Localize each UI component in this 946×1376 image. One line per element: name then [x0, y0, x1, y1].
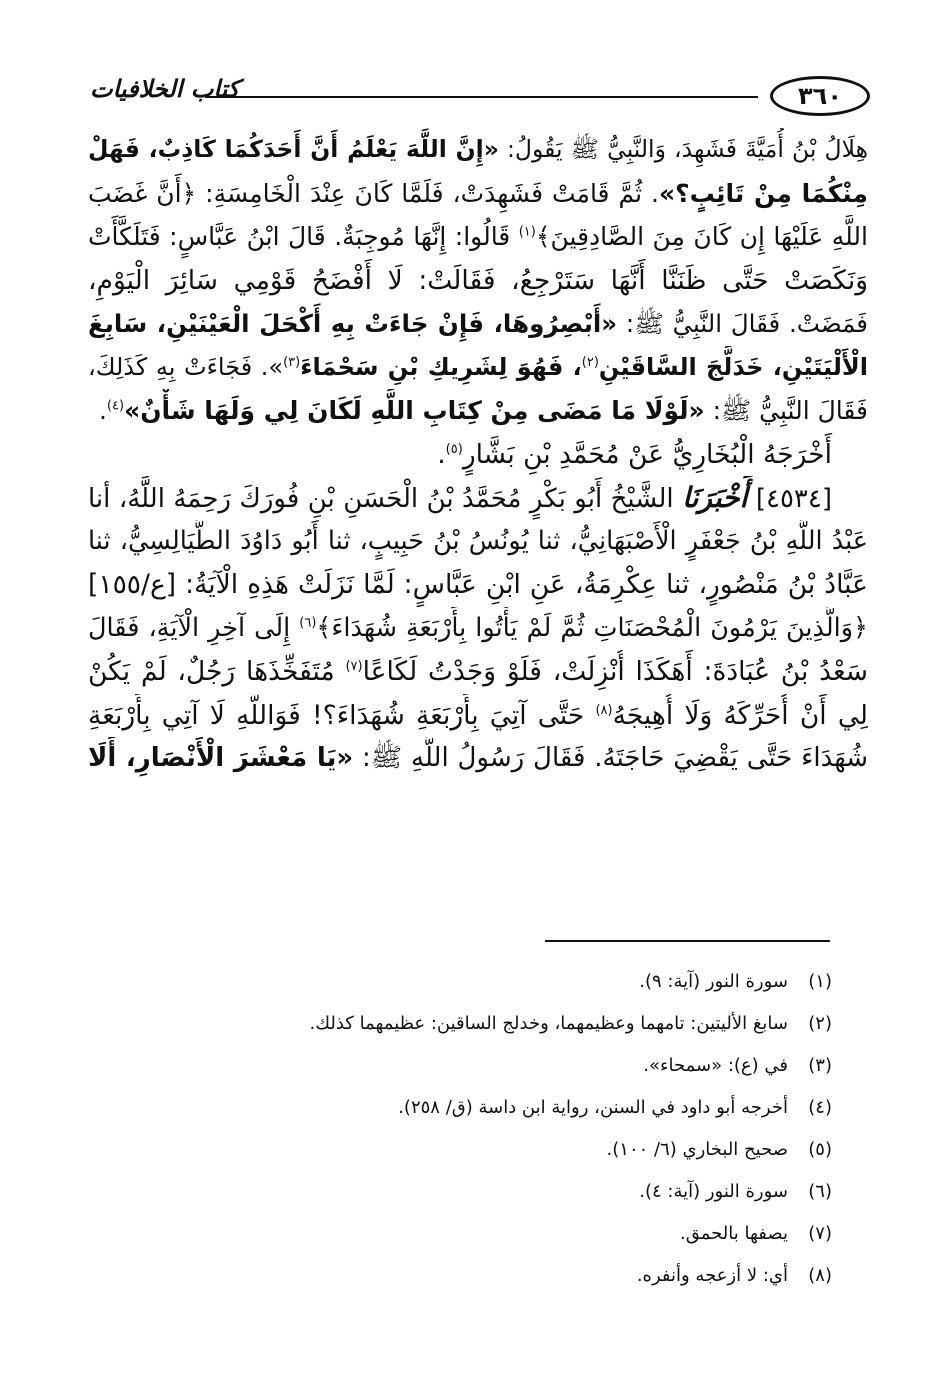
hadith-quote: مِنْكُمَا مِنْ تَائِبٍ؟»	[658, 178, 868, 208]
footnote-number: (٣)	[808, 1054, 832, 1076]
footnote-item	[120, 1002, 832, 1044]
footnote-text: أخرجه أبو داود في السنن، رواية ابن داسة (ق/ ٢٥٨).	[398, 1096, 788, 1118]
hadith-quote: «إِنَّ اللَّهَ يَعْلَمُ أَنَّ أَحَدَكُمَا كَاذِبٌ، فَهَلْ	[88, 135, 499, 163]
footnote-item	[120, 960, 832, 1002]
text-segment: وَنَكَصَتْ حَتَّى ظَنَنَّا أَنَّهَا سَتَرْجِعُ، فَقَالَتْ: لَا أَفْضَحُ قَوْمِي سَائِرَ الْيَوْمِ،	[88, 264, 868, 296]
text-segment: عَبَّادُ بْنُ مَنْصُورٍ، ثنا عِكْرِمَةُ، عَنِ ابْنِ عَبَّاسٍ: لَمَّا نَزَلَتْ هَذِهِ الْآيَةُ: [ع/١٥٥]	[88, 569, 868, 600]
hadith-quote: «لَوْلَا مَا مَضَى مِنْ كِتَابِ اللَّهِ لَكَانَ لِي وَلَهَا شَأْنٌ»	[124, 396, 705, 425]
text-segment: . ثُمَّ قَامَتْ فَشَهِدَتْ، فَلَمَّا كَانَ عِنْدَ الْخَامِسَةِ: ﴿أَنَّ غَضَبَ	[88, 178, 659, 208]
footnote-divider	[545, 940, 830, 942]
footnote-number: (٦)	[808, 1180, 832, 1202]
footnote-ref[interactable]: (٨)	[595, 702, 613, 718]
header-divider	[205, 96, 758, 98]
text-segment: سَعْدُ بْنُ عُبَادَةَ: أَهَكَذَا أُنْزِلَتْ، فَلَوْ وَجَدْتُ لَكَاعًا	[362, 656, 868, 687]
book-title: كتاب الخلافيات	[90, 74, 240, 103]
footnote-ref[interactable]: (٦)	[299, 615, 317, 630]
text-line	[88, 128, 868, 172]
footnote-text: يصفها بالحمق.	[680, 1222, 788, 1244]
text-segment: أَخْرَجَهُ الْبُخَارِيُّ عَنْ مُحَمَّدِ بْنِ بَشَّارٍ	[462, 438, 832, 470]
page-number: ٣٦٠	[770, 76, 870, 116]
footnote-item	[120, 1170, 832, 1212]
footnote-ref[interactable]: (٤)	[106, 398, 125, 414]
footnote-text: أي: لا أزعجه وأنفره.	[636, 1264, 788, 1286]
text-segment: فَمَضَتْ. فَقَالَ النَّبِيُّ ﷺ:	[617, 309, 868, 338]
main-text	[88, 128, 868, 781]
isnad-keyword: أَخْبَرَنَا	[682, 481, 748, 514]
footnote-item	[120, 1254, 832, 1296]
text-segment: .	[437, 438, 446, 470]
hadith-quote: «أَبْصِرُوهَا، فَإِنْ جَاءَتْ بِهِ أَكْحَلَ الْعَيْنَيْنِ، سَابِغَ	[88, 309, 618, 338]
footnote-ref[interactable]: (٣)	[283, 354, 301, 370]
footnote-number: (٨)	[808, 1264, 832, 1286]
text-segment: .	[98, 396, 107, 425]
text-line	[88, 172, 868, 216]
text-line	[88, 259, 868, 303]
hadith-quote: ، فَهُوَ لِشَرِيكِ بْنِ سَحْمَاءَ	[300, 352, 582, 381]
text-segment: إِلَى آخِرِ الْآيَةِ، فَقَالَ	[88, 612, 300, 643]
footnote-number: (١)	[808, 970, 832, 992]
text-line	[88, 607, 868, 651]
footnote-item	[120, 1212, 832, 1254]
text-segment: شُهَدَاءَ حَتَّى يَقْضِيَ حَاجَتَهُ. فَقَالَ رَسُولُ اللَّهِ ﷺ:	[353, 743, 868, 773]
text-line	[88, 346, 868, 390]
text-segment: مُتَفَخِّذَهَا رَجُلٌ، لَمْ يَكُنْ	[88, 656, 346, 687]
footnote-item	[120, 1044, 832, 1086]
text-line	[88, 694, 868, 738]
text-line	[88, 737, 868, 781]
text-line	[88, 476, 868, 520]
quran-quote: ﴿وَالَّذِينَ يَرْمُونَ الْمُحْصَنَاتِ ثُمَّ لَمْ يَأْتُوا بِأَرْبَعَةِ شُهَدَاءَ﴾	[316, 612, 868, 643]
hadith-quote: الْأَلْيَتَيْنِ، خَدَلَّجَ السَّاقَيْنِ	[598, 352, 868, 381]
text-segment: عَبْدُ اللَّهِ بْنُ جَعْفَرٍ الْأَصْبَهَانِيُّ، ثنا يُونُسُ بْنُ حَبِيبٍ، ثنا أَبُو دَاوُدَ الطَّيَالِسِيُّ، ثنا	[88, 525, 868, 556]
footnote-item	[120, 1128, 832, 1170]
text-line	[88, 389, 868, 433]
quran-quote: اللَّهِ عَلَيْهَا إِن كَانَ مِنَ الصَّادِقِينَ﴾	[535, 222, 868, 251]
footnote-text: سورة النور (آية: ٤).	[639, 1180, 788, 1202]
text-line	[88, 302, 868, 346]
text-line	[88, 215, 868, 259]
text-line	[88, 650, 868, 694]
footnote-item	[120, 1086, 832, 1128]
footnote-number: (٧)	[808, 1222, 832, 1244]
text-segment: قَالُوا: إِنَّهَا مُوجِبَةٌ. قَالَ ابْنُ عَبَّاسٍ: فَتَلَكَّأَتْ	[88, 222, 519, 251]
text-segment: فَقَالَ النَّبِيُّ ﷺ:	[704, 396, 868, 425]
footnote-ref[interactable]: (١)	[518, 224, 536, 240]
text-line	[88, 433, 868, 477]
footnote-text: سورة النور (آية: ٩).	[639, 970, 788, 992]
footnote-text: في (ع): «سمحاء».	[643, 1054, 788, 1076]
page-header	[90, 72, 870, 122]
text-segment: ». فَجَاءَتْ بِهِ كَذَلِكَ،	[88, 352, 284, 381]
text-segment: الشَّيْخُ أَبُو بَكْرٍ مُحَمَّدُ بْنُ الْحَسَنِ بْنِ فُورَكَ رَحِمَهُ اللَّهُ، أنا	[88, 484, 683, 514]
footnote-ref[interactable]: (٢)	[581, 354, 599, 370]
footnote-number: (٥)	[808, 1138, 832, 1160]
footnote-number: (٤)	[808, 1096, 832, 1118]
hadith-quote: «يَا مَعْشَرَ الْأَنْصَارِ، أَلَا	[88, 743, 354, 773]
text-line	[88, 563, 868, 607]
text-line	[88, 520, 868, 564]
footnote-ref[interactable]: (٧)	[345, 659, 363, 675]
text-segment: حَتَّى آتِيَ بِأَرْبَعَةِ شُهَدَاءَ؟! فَوَاللَّهِ لَا آتِي بِأَرْبَعَةِ	[88, 699, 596, 731]
footnote-text: صحيح البخاري (٦/ ١٠٠).	[606, 1138, 788, 1160]
footnote-text: سابغ الأليتين: تامهما وعظيمهما، وخدلج الساقين: عظيمهما كذلك.	[309, 1012, 788, 1034]
text-segment: هِلَالُ بْنُ أُمَيَّةَ فَشَهِدَ، وَالنَّبِيُّ ﷺ يَقُولُ:	[498, 135, 868, 163]
text-segment: لِي أَنْ أُحَرِّكَهُ وَلَا أُهِيجَهُ	[612, 699, 868, 731]
hadith-number: [٤٥٣٤]	[747, 484, 832, 514]
footnote-ref[interactable]: (٥)	[445, 441, 463, 457]
footnote-number: (٢)	[808, 1012, 832, 1034]
footnotes	[120, 960, 832, 1296]
